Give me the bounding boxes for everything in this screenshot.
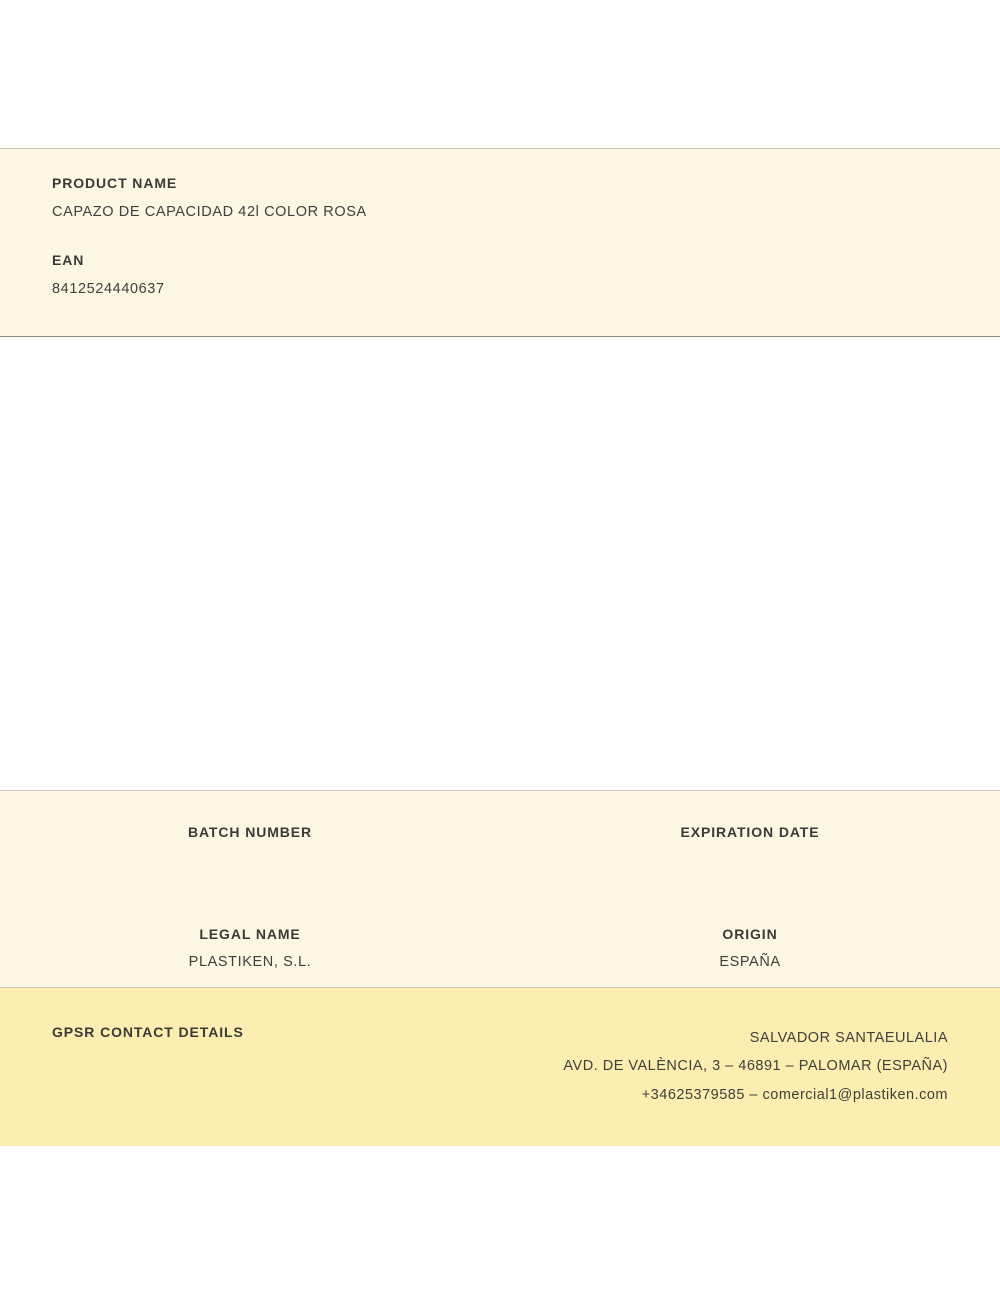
batch-legal-section	[0, 790, 1000, 988]
origin-label: ORIGIN	[722, 926, 778, 942]
product-name-value: CAPAZO DE CAPACIDAD 42l COLOR ROSA	[52, 203, 367, 220]
legal-origin-row	[0, 869, 1000, 971]
footer-blank-area	[0, 1146, 1000, 1300]
ean-label: EAN	[52, 252, 85, 269]
gpsr-contact-address: AVD. DE VALÈNCIA, 3 – 46891 – PALOMAR (ESPAÑA)	[563, 1058, 948, 1075]
gpsr-contact-details	[563, 1024, 948, 1109]
batch-number-cell	[0, 824, 500, 869]
blank-content-area	[0, 337, 1000, 790]
origin-value: ESPAÑA	[719, 954, 781, 970]
legal-name-label: LEGAL NAME	[199, 926, 301, 942]
legal-name-value: PLASTIKEN, S.L.	[188, 954, 312, 970]
gpsr-contact-section	[0, 988, 1000, 1146]
product-details-section	[0, 148, 1000, 337]
batch-number-label: BATCH NUMBER	[187, 824, 313, 840]
product-name-label: PRODUCT NAME	[52, 175, 178, 191]
ean-value: 8412524440637	[52, 280, 165, 297]
origin-cell	[500, 926, 1000, 971]
expiration-date-value	[500, 852, 1000, 869]
gpsr-contact-title: GPSR CONTACT DETAILS	[52, 1024, 244, 1040]
batch-number-value	[0, 852, 500, 869]
expiration-date-label: EXPIRATION DATE	[680, 824, 820, 840]
legal-name-cell	[0, 926, 500, 971]
field-spacer	[52, 221, 948, 252]
gpsr-contact-name: SALVADOR SANTAEULALIA	[749, 1030, 948, 1046]
expiration-date-cell	[500, 824, 1000, 869]
gpsr-contact-phone-email: +34625379585 – comercial1@plastiken.com	[641, 1086, 948, 1103]
batch-expiration-row	[0, 791, 1000, 869]
